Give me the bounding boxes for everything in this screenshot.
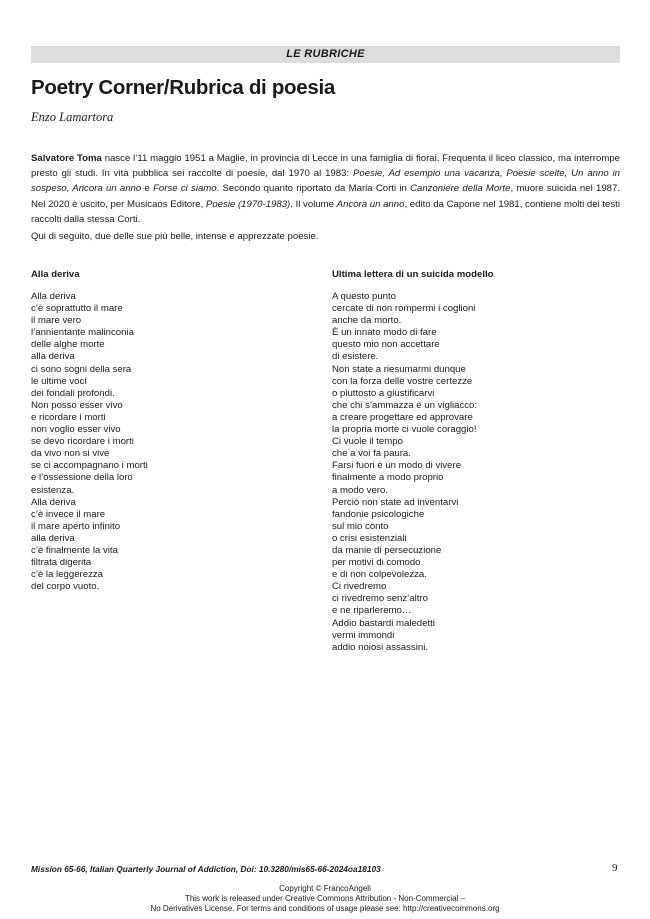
poem-title: Ultima lettera di un suicida modello <box>332 269 494 280</box>
poem-line: che a voi fa paura. <box>332 448 411 460</box>
poem-line: il mare aperto infinito <box>31 520 121 532</box>
book-title: Forse ci siamo <box>153 183 217 195</box>
article-title: Poetry Corner/Rubrica di poesia <box>31 76 335 99</box>
poem-line: ci rivedremo senz’altro <box>332 593 428 605</box>
book-title: Poesie (1970-1983) <box>205 198 291 210</box>
poem-line: Alla deriva <box>31 496 76 508</box>
poem-line: dei fondali profondi. <box>31 387 115 399</box>
section-banner: LE RUBRICHE <box>31 46 620 63</box>
poem-line: vermi immondi <box>332 629 395 641</box>
poem-line: a creare progettare ed approvare <box>332 411 473 423</box>
intro-text: . Secondo quanto riportato da Maria Corti in <box>216 183 411 195</box>
book-title: Canzoniere della Morte <box>410 183 511 195</box>
poem-line: o piuttosto a giustificarvi <box>332 387 435 399</box>
poem-line: c’è la leggerezza <box>31 569 103 581</box>
poem-ultima-lettera <box>332 269 622 654</box>
license-notice <box>0 884 650 914</box>
article-author: Enzo Lamartora <box>31 110 114 124</box>
poem-title: Alla deriva <box>31 269 80 280</box>
poem-line: del corpo vuoto. <box>31 581 100 593</box>
poem-lines <box>31 291 301 593</box>
poem-line: alla deriva <box>31 532 75 544</box>
poem-line: da manie di persecuzione <box>332 544 442 556</box>
poem-line: Non state a riesumarmi dunque <box>332 363 466 375</box>
poem-line: Non posso esser vivo <box>31 399 123 411</box>
poem-line: anche da morto. <box>332 315 402 327</box>
poem-line: cercate di non rompermi i coglioni <box>332 303 476 315</box>
poem-line: o crisi esistenziali <box>332 532 407 544</box>
poem-line: questo mio non accettare <box>332 339 440 351</box>
poem-line: e ne riparleremo… <box>332 605 412 617</box>
book-title: Ancora un anno <box>336 198 405 210</box>
poem-line: con la forza delle vostre certezze <box>332 375 473 387</box>
license-line: This work is released under Creative Commons Attribution - Non-Commercial – <box>184 894 466 903</box>
poem-line: filtrata digerita <box>31 557 92 569</box>
poem-line: c’è invece il mare <box>31 508 106 520</box>
poem-line: l’annientante malinconia <box>31 327 134 339</box>
journal-citation: Mission 65-66, Italian Quarterly Journal of Addiction, Doi: 10.3280/mis65-66-2024oa18103 <box>31 864 381 874</box>
poem-line: fandonie psicologiche <box>332 508 425 520</box>
poem-line: Ci rivedremo <box>332 581 387 593</box>
intro-text: e <box>141 183 154 195</box>
poem-line: se ci accompagnano i morti <box>31 460 148 472</box>
poem-line: Ci vuole il tempo <box>332 436 403 448</box>
poem-line: a modo vero. <box>332 484 388 496</box>
poem-alla-deriva <box>31 269 301 593</box>
poem-line: A questo punto <box>332 291 397 302</box>
poem-line: il mare vero <box>31 315 82 327</box>
poem-line: le ultime voci <box>31 375 87 387</box>
poem-line: alla deriva <box>31 351 75 363</box>
poem-line: e ricordare i morti <box>31 411 106 423</box>
poem-line: È un innato modo di fare <box>332 327 437 339</box>
page-number: 9 <box>612 862 618 874</box>
book-titles: Poesie, Ad esempio una vacanza, Poesie scelte, Un anno in sospeso, Ancora un anno <box>31 168 621 195</box>
poem-line: la propria morte ci vuole coraggio! <box>332 424 477 436</box>
poem-line: addio noiosi assassini. <box>332 641 428 653</box>
poet-name: Salvatore Toma <box>31 153 102 164</box>
poem-line: c’è finalmente la vita <box>31 544 118 556</box>
poem-line: Farsi fuori è un modo di vivere <box>332 460 462 472</box>
poem-line: non voglio esser vivo <box>31 424 121 436</box>
poem-line: Addio bastardi maledetti <box>332 617 435 629</box>
intro-paragraph <box>31 151 620 227</box>
intro-text: , muore suicida nel 1987. Nel 2020 è uscito, per Musicaos Editore, <box>31 183 620 210</box>
poem-line: e l’ossessione della loro <box>31 472 133 484</box>
poem-line: sul mio conto <box>332 520 389 532</box>
poem-line: c’è soprattutto il mare <box>31 303 123 315</box>
intro-lead-in: Qui di seguito, due delle sue più belle, intense e apprezzate poesie. <box>31 231 319 242</box>
intro-text: nasce l’11 maggio 1951 a Maglie, in provincia di Lecce in una famiglia di fiorai. Frequenta il liceo classico, ma interrompe presto gli studi. In vita pubblica sei raccolte di poesie, dal 1970 al 1983: <box>31 153 620 180</box>
poem-line: esistenza. <box>31 484 75 496</box>
poem-line: di esistere. <box>332 351 379 363</box>
poem-line: finalmente a modo proprio <box>332 472 444 484</box>
poem-lines <box>332 291 622 654</box>
poem-line: delle alghe morte <box>31 339 105 351</box>
poem-line: ci sono sogni della sera <box>31 363 132 375</box>
poem-line: e di non colpevolezza. <box>332 569 427 581</box>
intro-text: , edito da Capone nel 1981, contiene molti dei testi raccolti dalla stessa Corti. <box>31 198 620 225</box>
license-line: No Derivatives License. For terms and conditions of usage please see: http://creativecommons.org <box>150 904 500 913</box>
poem-line: che chi s’ammazza è un vigliacco: <box>332 399 478 411</box>
license-line: Copyright © FrancoAngeli <box>279 884 371 893</box>
intro-text: . Il volume <box>290 198 337 210</box>
poem-line: da vivo non si vive <box>31 448 110 460</box>
poem-line: Perciò non state ad inventarvi <box>332 496 459 508</box>
poem-line: se devo ricordare i morti <box>31 436 134 448</box>
poem-line: per motivi di comodo <box>332 557 421 569</box>
poem-line: Alla deriva <box>31 291 76 302</box>
